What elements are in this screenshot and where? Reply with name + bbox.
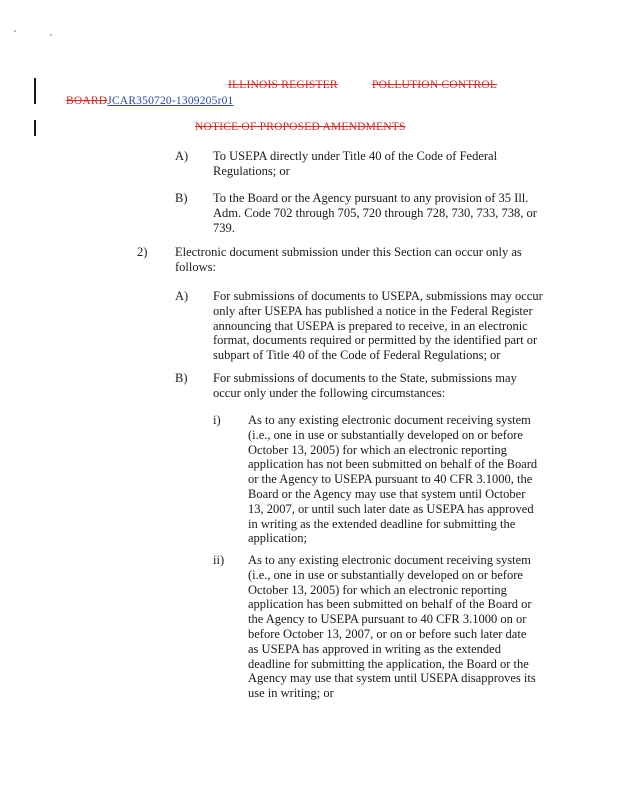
register-title: ILLINOIS REGISTER: [228, 79, 338, 91]
scan-speck: [50, 34, 52, 36]
item-label: B): [175, 371, 188, 385]
item-label: A): [175, 149, 189, 163]
change-bar-top: [34, 78, 36, 104]
item-text: As to any existing electronic document receiving system (i.e., one in use or substantially developed on or before October 13, 2005) for which an electronic reporting application has been submitted on behalf of the Board or the Agency to USEPA pursuant to 40 CFR 3.1000 on or before October 13, 2007, or on or before such later date as USEPA has approved in writing as the extended deadline for submitting the application, the Board or the Agency may use that system until USEPA disapproves its use in writing; or: [248, 553, 536, 701]
item-text: Electronic document submission under this Section can occur only as follows:: [175, 245, 522, 274]
item-label: B): [175, 191, 188, 205]
item-label: i): [213, 413, 221, 427]
item-label: A): [175, 289, 189, 303]
item-text: To the Board or the Agency pursuant to any provision of 35 Ill. Adm. Code 702 through 705, 720 through 728, 730, 733, 738, or 739.: [213, 191, 537, 235]
board-deleted-text: BOARD: [66, 95, 108, 107]
item-text: For submissions of documents to USEPA, submissions may occur only after USEPA has published a notice in the Federal Register announcing that USEPA is prepared to receive, in an electronic format, documents required or permitted by the identified part or subpart of Title 40 of the Code of Federal Regulations; or: [213, 289, 543, 363]
item-text: For submissions of documents to the State, submissions may occur only under the following circumstances:: [213, 371, 517, 400]
item-text: To USEPA directly under Title 40 of the Code of Federal Regulations; or: [213, 149, 498, 178]
agency-title: POLLUTION CONTROL: [372, 79, 498, 91]
item-text: As to any existing electronic document receiving system (i.e., one in use or substantially developed on or before October 13, 2005) for which an electronic reporting application has not been submitted on behalf of the Board or the Agency to USEPA pursuant to 40 CFR 3.1000, the Board or the Agency may use that system until October 13, 2007, or until such later date as USEPA has approved in writing as the extended deadline for submitting the application;: [248, 413, 538, 546]
change-bar-second: [34, 120, 36, 136]
item-label: 2): [137, 245, 148, 259]
item-label: ii): [213, 553, 225, 567]
notice-heading: NOTICE OF PROPOSED AMENDMENTS: [195, 121, 406, 133]
scan-speck: [14, 30, 16, 32]
doc-code-link[interactable]: JCAR350720-1309205r01: [107, 95, 234, 107]
board-code-line: [66, 95, 234, 107]
